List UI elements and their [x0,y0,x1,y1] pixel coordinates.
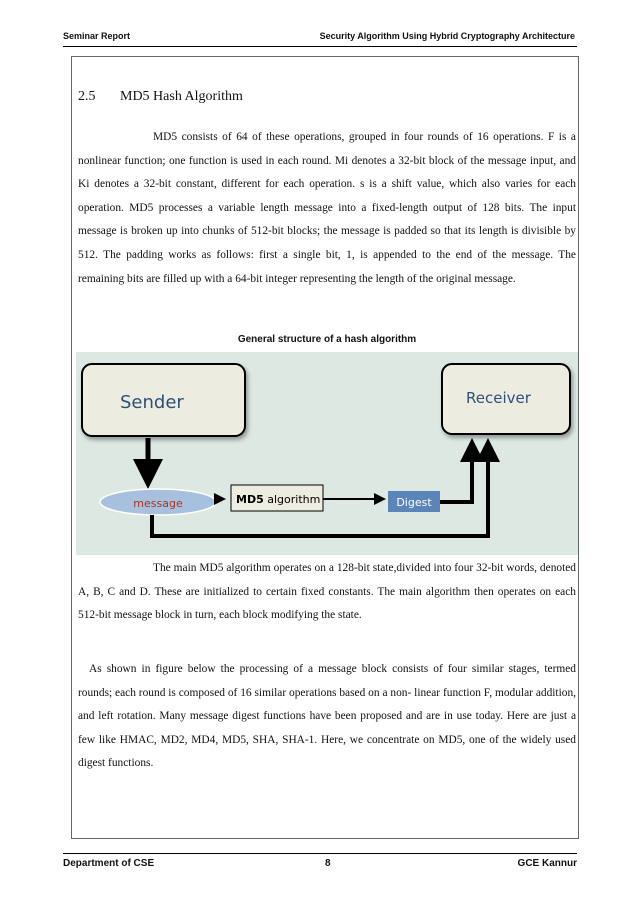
footer-department: Department of CSE [63,858,155,869]
section-number: 2.5 [78,89,96,104]
receiver-label: Receiver [466,389,531,407]
md5-bold: MD5 [236,493,264,506]
paragraph-md5-intro: MD5 consists of 64 of these operations, grouped in four rounds of 16 operations. F is a nonlinear function; one function is used in each round. Mi denotes a 32-bit block of the message input, and Ki denotes a 32-bit constant, different for each operation. s is a shift value, which also varies for each operation. MD5 processes a variable length message into a fixed-length output of 128 bits. The input message is broken up into chunks of 512-bit blocks; the message is padded so that its length is divisible by 512. The padding works as follows: first a single bit, 1, is appended to the end of the message. The remaining bits are filled up with a 64-bit integer representing the length of the original message. [78,131,576,285]
header-rule [63,46,577,47]
page-header [63,31,575,47]
md5-algorithm-label [236,493,320,506]
paragraph-md5-rounds: As shown in figure below the processing of a message block consists of four similar stages, termed rounds; each round is composed of 16 similar operations based on a non- linear function F, modular addition, and left rotation. Many message digest functions have been proposed and are in use today. Here are just a few like HMAC, MD2, MD4, MD5, SHA, SHA-1. Here, we concentrate on MD5, one of the widely used digest functions. [78,663,576,770]
sender-label: Sender [120,392,184,413]
section-title: MD5 Hash Algorithm [120,89,243,104]
header-left: Seminar Report [63,31,131,41]
digest-label: Digest [396,496,432,509]
message-label: message [133,497,183,510]
figure-caption: General structure of a hash algorithm [237,334,417,345]
hash-structure-diagram [76,352,578,555]
page-number: 8 [325,858,331,869]
paragraph-md5-state: The main MD5 algorithm operates on a 128-bit state,divided into four 32-bit words, denoted A, B, C and D. These are initialized to certain fixed constants. The main algorithm then operates on each 512-bit message block in turn, each block modifying the state. [78,562,576,622]
md5-rest: algorithm [263,493,321,506]
header-right: Security Algorithm Using Hybrid Cryptography Architecture [319,31,575,41]
footer-institution: GCE Kannur [517,858,577,869]
page-footer [63,852,577,868]
